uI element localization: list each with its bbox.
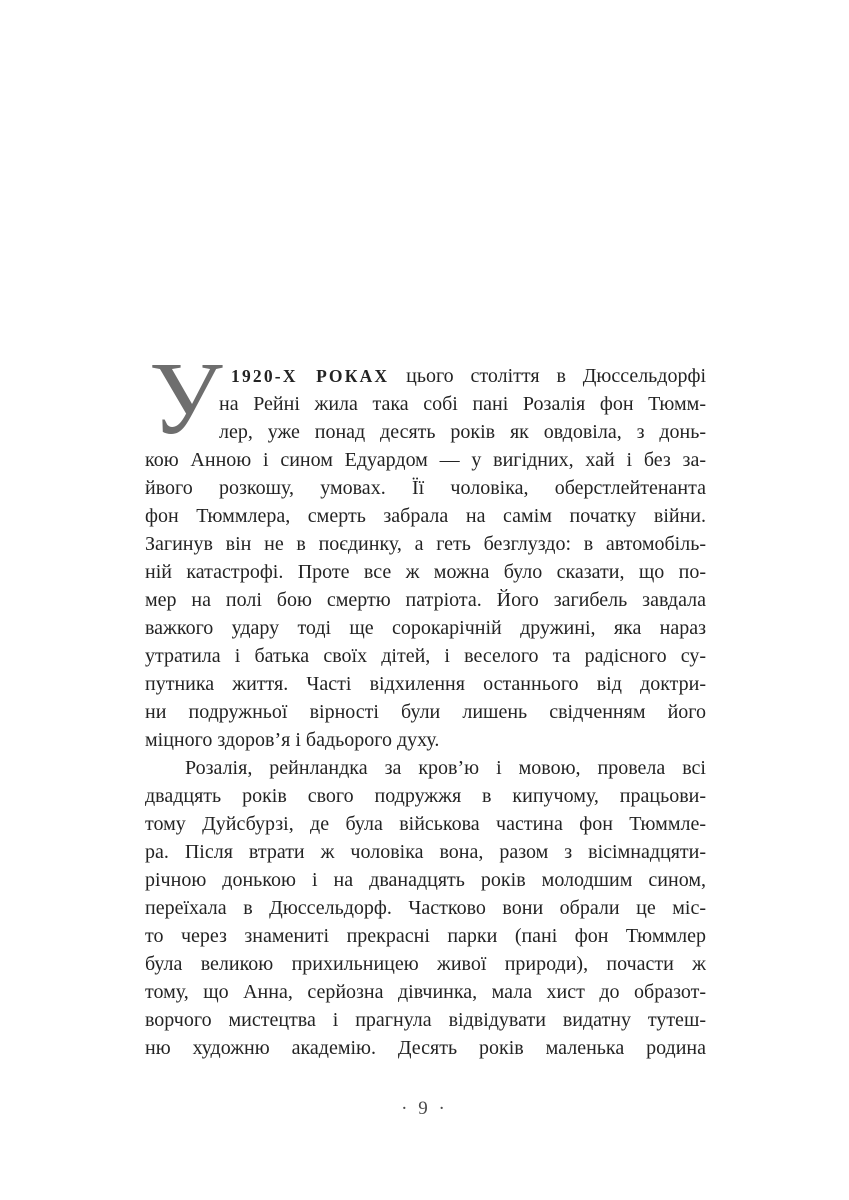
text-line: Загинув він не в поєдинку, а геть безглуздо: в автомобіль- <box>145 533 706 555</box>
text-line: ни подружньої вірності були лишень свідченням його <box>145 701 706 723</box>
text-line: то через знамениті прекрасні парки (пані фон Тюммлер <box>145 925 706 947</box>
text-line: ра. Після втрати ж чоловіка вона, разом з вісімнадцяти- <box>145 841 706 863</box>
text-line: тому, що Анна, серйозна дівчинка, мала хист до образот- <box>145 981 706 1003</box>
text-line: кою Анною і сином Едуардом — у вигідних, хай і без за- <box>145 449 706 471</box>
paragraph2-lines <box>145 782 706 1062</box>
paragraph1-dropcap-lines <box>145 390 706 446</box>
opening-line <box>145 362 706 390</box>
dropcap-letter: У <box>149 341 223 456</box>
paragraph1-lines <box>145 446 706 726</box>
opening-smallcaps: 1920-Х РОКАХ <box>231 366 390 386</box>
text-line: йвого розкошу, умовах. Її чоловіка, оберстлейтенанта <box>145 477 706 499</box>
text-line: лер, уже понад десять років як овдовіла, з донь- <box>219 421 706 443</box>
text-line: ній катастрофі. Проте все ж можна було сказати, що по- <box>145 561 706 583</box>
text-line: двадцять років свого подружжя в кипучому, працьови- <box>145 785 706 807</box>
text-line: тому Дуйсбурзі, де була військова частина фон Тюммле- <box>145 813 706 835</box>
text-line: путника життя. Часті відхилення останнього від доктри- <box>145 673 706 695</box>
text-line: ню художню академію. Десять років маленька родина <box>145 1037 706 1059</box>
page-number: · 9 · <box>401 1098 448 1119</box>
opening-rest: цього століття в Дюссельдорфі <box>389 365 706 387</box>
text-line: утратила і батька своїх дітей, і веселого та радісного су- <box>145 645 706 667</box>
paragraph2-first-line: Розалія, рейнландка за кров’ю і мовою, провела всі <box>185 757 706 779</box>
text-line: важкого удару тоді ще сорокарічній дружині, яка нараз <box>145 617 706 639</box>
paragraph1-last-line: міцного здоров’я і бадьорого духу. <box>145 729 440 751</box>
text-line: фон Тюммлера, смерть забрала на самім початку війни. <box>145 505 706 527</box>
text-line: річною донькою і на дванадцять років молодшим сином, <box>145 869 706 891</box>
text-block <box>145 341 706 1062</box>
text-line: переїхала в Дюссельдорф. Частково вони обрали це міс- <box>145 897 706 919</box>
text-line: мер на полі бою смертю патріота. Його загибель завдала <box>145 589 706 611</box>
text-line: на Рейні жила така собі пані Розалія фон Тюмм- <box>219 393 706 415</box>
text-line: була великою прихильницею живої природи), почасти ж <box>145 953 706 975</box>
text-line: ворчого мистецтва і прагнула відвідувати видатну тутеш- <box>145 1009 706 1031</box>
